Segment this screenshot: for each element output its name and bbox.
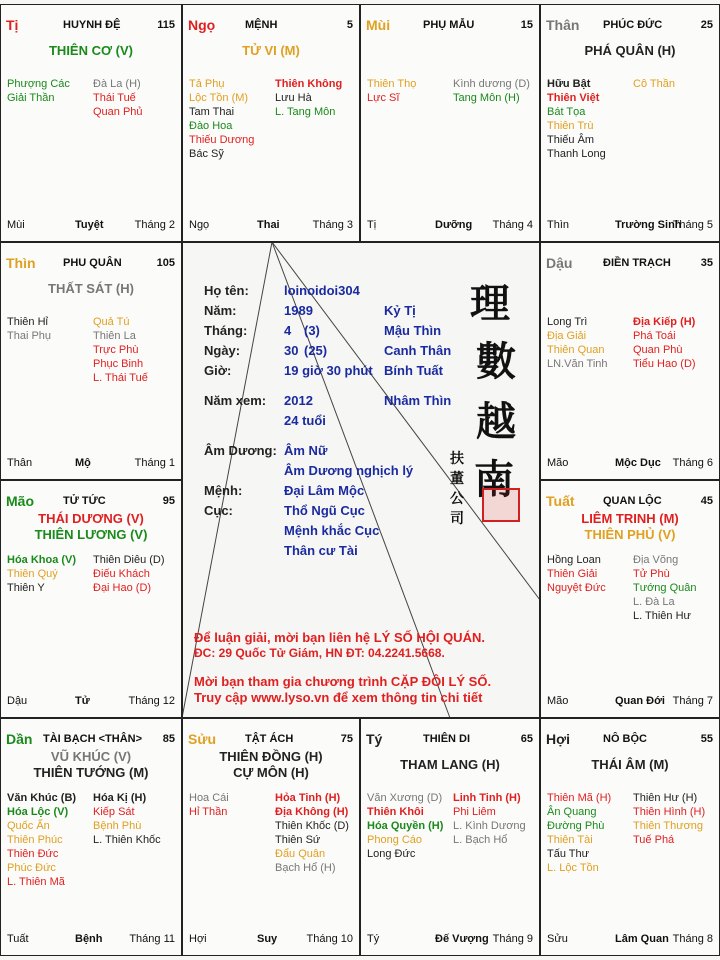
- footer-cycle-stage: Mộ: [75, 457, 91, 469]
- minor-star: Tang Môn (H): [453, 92, 520, 104]
- minor-stars-right: [453, 77, 530, 105]
- minor-star: Giải Thần: [7, 92, 55, 104]
- minor-star: Hóa Quyền (H): [367, 820, 444, 832]
- minor-star: Lực Sĩ: [367, 92, 400, 104]
- main-stars: [1, 281, 181, 297]
- minor-stars-right: [275, 77, 342, 119]
- minor-star: Thiên Quý: [7, 568, 58, 580]
- value-thang-can: Mậu Thìn: [384, 323, 442, 338]
- palace-house-name: THIÊN DI: [423, 733, 471, 745]
- minor-stars-right: [275, 791, 349, 875]
- calligraphy-char-1: 理: [470, 280, 510, 327]
- palace-number: 105: [156, 257, 175, 269]
- calligraphy-char-4: 南: [474, 456, 514, 503]
- footer-month: Tháng 10: [306, 933, 353, 945]
- palace-number: 15: [520, 19, 533, 31]
- minor-star: Thiên Việt: [547, 92, 600, 104]
- minor-star: Hồng Loan: [547, 554, 601, 566]
- minor-star: Thanh Long: [547, 148, 606, 160]
- minor-star: L. Thiên Hư: [633, 610, 691, 622]
- palace-number: 75: [340, 733, 353, 745]
- palace-footer: [7, 933, 175, 947]
- minor-stars-left: [7, 315, 51, 343]
- minor-stars-left: [7, 791, 76, 889]
- minor-star: Đường Phù: [547, 820, 605, 832]
- footer-cycle-stage: Tử: [75, 695, 90, 707]
- message-line-2: ĐC: 29 Quốc Tử Giám, HN ĐT: 04.2241.5668.: [194, 646, 445, 660]
- minor-star: Linh Tinh (H): [453, 792, 521, 804]
- palace-cell-ty: [360, 718, 540, 956]
- label-thang: Tháng:: [204, 323, 248, 338]
- minor-stars-left: [547, 553, 606, 595]
- palace-cell-suu: [182, 718, 360, 956]
- minor-star: Tuế Phá: [633, 834, 675, 846]
- label-am-duong: Âm Dương:: [204, 443, 277, 458]
- palace-house-name: HUYNH ĐỆ: [63, 19, 121, 31]
- footer-branch: Thìn: [547, 219, 570, 231]
- minor-star: Thiên Phúc: [7, 834, 63, 846]
- footer-branch: Tị: [367, 219, 377, 231]
- footer-branch: Ngọ: [189, 219, 210, 231]
- red-seal-stamp: [482, 488, 520, 522]
- minor-star: Đà La (H): [93, 78, 141, 90]
- footer-cycle-stage: Trường Sinh: [615, 219, 682, 231]
- minor-stars-right: [93, 77, 143, 119]
- main-stars: [183, 749, 359, 781]
- palace-footer: [189, 219, 353, 233]
- minor-star: Phá Toái: [633, 330, 676, 342]
- palace-branch: Sửu: [188, 731, 217, 747]
- minor-star: Văn Khúc (B): [7, 792, 77, 804]
- palace-branch: Mùi: [366, 17, 391, 33]
- minor-star: Lộc Tồn (M): [189, 92, 249, 104]
- palace-number: 25: [700, 19, 713, 31]
- palace-number: 5: [346, 19, 353, 31]
- value-thang: 4: [284, 323, 292, 338]
- main-star: THIÊN TƯỚNG (M): [33, 765, 149, 780]
- main-star: THIÊN PHỦ (V): [584, 527, 676, 542]
- calligraphy-side-2: 董: [450, 471, 464, 487]
- minor-stars-right: [633, 553, 697, 623]
- palace-number: 115: [157, 19, 175, 31]
- minor-star: Văn Xương (D): [367, 792, 443, 804]
- minor-star: Ân Quang: [547, 806, 597, 818]
- palace-house-name: PHỤ MẪU: [423, 19, 475, 31]
- footer-month: Tháng 12: [128, 695, 175, 707]
- minor-star: Quan Phủ: [93, 106, 143, 118]
- minor-star: Địa Giải: [547, 330, 587, 342]
- main-star: THIÊN CƠ (V): [48, 43, 134, 58]
- minor-star: LN.Văn Tinh: [547, 358, 608, 370]
- palace-footer: [7, 219, 175, 233]
- palace-branch: Hợi: [546, 731, 570, 747]
- palace-footer: [547, 457, 713, 471]
- minor-star: Thiên Hư (H): [633, 792, 698, 804]
- minor-star: Thiên Giải: [547, 568, 598, 580]
- minor-star: Thiên Hình (H): [633, 806, 706, 818]
- label-nam-xem: Năm xem:: [204, 393, 267, 408]
- minor-stars-left: [189, 77, 254, 161]
- minor-star: Phúc Đức: [7, 862, 56, 874]
- palace-footer: [547, 695, 713, 709]
- palace-cell-mao: [0, 480, 182, 718]
- minor-star: Tả Phụ: [189, 78, 225, 90]
- value-nam: 1989: [284, 303, 313, 318]
- value-gio-can: Bính Tuất: [384, 363, 443, 378]
- palace-cell-ngo: [182, 4, 360, 242]
- minor-star: Long Đức: [367, 848, 416, 860]
- palace-branch: Dậu: [546, 255, 573, 271]
- palace-cell-dan: [0, 718, 182, 956]
- minor-star: Phong Cáo: [367, 834, 423, 846]
- main-star: TỬ VI (M): [242, 43, 300, 58]
- palace-footer: [189, 933, 353, 947]
- main-star: PHÁ QUÂN (H): [584, 43, 676, 58]
- palace-number: 95: [162, 495, 175, 507]
- palace-number: 85: [162, 733, 175, 745]
- value-thang-am: (3): [304, 323, 320, 338]
- minor-star: Lưu Hà: [275, 92, 312, 104]
- minor-star: L. Kình Dương: [453, 820, 526, 832]
- footer-branch: Thân: [7, 457, 33, 469]
- footer-cycle-stage: Dưỡng: [435, 219, 473, 231]
- minor-stars-left: [367, 77, 416, 105]
- minor-star: Thiên Hỉ: [7, 316, 48, 328]
- palace-footer: [7, 457, 175, 471]
- palace-branch: Thân: [546, 17, 580, 33]
- minor-star: Nguyệt Đức: [547, 582, 606, 594]
- minor-star: L. Thái Tuế: [93, 372, 148, 384]
- footer-month: Tháng 1: [134, 457, 175, 469]
- palace-cell-than1: [540, 4, 720, 242]
- footer-month: Tháng 7: [672, 695, 713, 707]
- minor-star: Thiên Trù: [547, 120, 594, 132]
- palace-branch: Mão: [6, 493, 34, 509]
- footer-month: Tháng 4: [492, 219, 533, 231]
- value-nam-xem-can: Nhâm Thìn: [384, 393, 452, 408]
- palace-house-name: TỬ TỨC: [63, 495, 106, 507]
- message-line-4: Truy cập www.lyso.vn để xem thông tin chi tiết: [194, 690, 483, 705]
- minor-stars-left: [547, 791, 611, 875]
- value-ho-ten: loinoidoi304: [284, 283, 360, 298]
- minor-stars-left: [189, 791, 229, 819]
- palace-branch: Dần: [6, 731, 33, 747]
- palace-cell-thin: [0, 242, 182, 480]
- value-cuc-3: Thân cư Tài: [284, 543, 358, 558]
- minor-stars-left: [547, 315, 608, 371]
- calligraphy-side-1: 扶: [450, 451, 464, 467]
- minor-stars-right: [633, 77, 675, 91]
- minor-star: Thiên Không: [275, 78, 343, 90]
- minor-star: Hóa Lộc (V): [7, 806, 69, 818]
- footer-cycle-stage: Lâm Quan: [615, 933, 669, 945]
- label-menh: Mệnh:: [204, 483, 243, 498]
- footer-cycle-stage: Đế Vượng: [435, 933, 489, 945]
- minor-star: Địa Không (H): [275, 806, 349, 818]
- main-stars: [1, 43, 181, 59]
- minor-star: Thiên Thương: [633, 820, 704, 832]
- minor-star: Phượng Các: [7, 78, 70, 90]
- minor-stars-left: [7, 77, 70, 105]
- palace-number: 35: [700, 257, 713, 269]
- value-am-duong: Âm Nữ: [284, 443, 328, 458]
- palace-house-name: TÀI BẠCH <THÂN>: [43, 733, 143, 745]
- minor-star: Thái Tuế: [93, 92, 136, 104]
- footer-branch: Hợi: [189, 933, 207, 945]
- minor-stars-right: [93, 315, 148, 385]
- minor-star: L. Tang Môn: [275, 106, 336, 118]
- main-stars: [541, 43, 719, 59]
- minor-star: Kiếp Sát: [93, 806, 135, 818]
- main-star: THÁI ÂM (M): [591, 757, 669, 772]
- footer-branch: Sửu: [547, 933, 568, 945]
- minor-star: Bác Sỹ: [189, 148, 224, 160]
- calligraphy-char-3: 越: [476, 398, 516, 445]
- palace-footer: [367, 933, 533, 947]
- minor-star: Hỉ Thần: [189, 806, 228, 818]
- palace-branch: Tuất: [546, 493, 575, 509]
- main-stars: [1, 511, 181, 543]
- minor-star: Phục Binh: [93, 358, 144, 370]
- minor-star: Quả Tú: [93, 316, 130, 328]
- palace-house-name: ĐIỀN TRẠCH: [603, 257, 671, 269]
- value-am-duong-2: Âm Dương nghịch lý: [284, 463, 414, 478]
- main-stars: [1, 749, 181, 781]
- minor-star: Đào Hoa: [189, 120, 233, 132]
- main-star: THIÊN LƯƠNG (V): [34, 527, 148, 542]
- footer-month: Tháng 6: [672, 457, 713, 469]
- minor-stars-left: [367, 791, 443, 861]
- minor-stars-left: [7, 553, 76, 595]
- minor-star: Điếu Khách: [93, 568, 150, 580]
- main-stars: [183, 43, 359, 59]
- palace-branch: Tý: [366, 731, 383, 747]
- palace-cell-hoi: [540, 718, 720, 956]
- calligraphy-side-4: 司: [450, 511, 464, 527]
- minor-star: Bát Tọa: [547, 106, 586, 118]
- minor-star: Hóa Khoa (V): [7, 554, 77, 566]
- minor-stars-left: [547, 77, 606, 161]
- value-cuc-2: Mệnh khắc Cục: [284, 523, 380, 538]
- minor-star: Đẩu Quân: [275, 848, 326, 860]
- minor-stars-right: [93, 553, 165, 595]
- footer-month: Tháng 5: [672, 219, 713, 231]
- minor-star: Kình dương (D): [453, 78, 530, 90]
- minor-star: Đại Hao (D): [93, 582, 152, 594]
- minor-star: Quốc Ấn: [7, 820, 50, 832]
- minor-star: Quan Phù: [633, 344, 683, 356]
- minor-star: Thiên Khôi: [367, 806, 424, 818]
- palace-number: 65: [520, 733, 533, 745]
- main-stars: [361, 757, 539, 773]
- label-ngay: Ngày:: [204, 343, 241, 358]
- minor-star: Thiên Đức: [7, 848, 59, 860]
- main-star: THẤT SÁT (H): [48, 281, 134, 296]
- palace-footer: [367, 219, 533, 233]
- value-ngay-am: (25): [304, 343, 328, 358]
- footer-branch: Tuất: [7, 933, 29, 945]
- minor-star: Thiên Y: [7, 582, 45, 594]
- minor-star: Thai Phụ: [7, 330, 52, 342]
- minor-star: Thiên Tài: [547, 834, 593, 846]
- minor-star: Trực Phù: [93, 344, 139, 356]
- minor-star: Tiểu Hao (D): [633, 358, 696, 370]
- palace-house-name: QUAN LỘC: [603, 495, 662, 507]
- label-nam: Năm:: [204, 303, 237, 318]
- minor-star: Thiếu Dương: [189, 134, 255, 146]
- palace-cell-dau: [540, 242, 720, 480]
- footer-branch: Mão: [547, 695, 569, 707]
- main-star: THAM LANG (H): [400, 757, 500, 772]
- palace-footer: [547, 933, 713, 947]
- footer-month: Tháng 11: [129, 933, 175, 945]
- minor-star: Thiên Khốc (D): [275, 820, 349, 832]
- main-star: THIÊN ĐỒNG (H): [219, 749, 323, 764]
- minor-star: Long Trì: [547, 316, 588, 328]
- footer-month: Tháng 3: [312, 219, 353, 231]
- palace-cell-tuat: [540, 480, 720, 718]
- main-star: THÁI DƯƠNG (V): [38, 511, 144, 526]
- value-menh: Đại Lâm Mộc: [284, 483, 365, 498]
- palace-house-name: MỆNH: [245, 19, 278, 31]
- footer-month: Tháng 2: [134, 219, 175, 231]
- main-star: VŨ KHÚC (V): [50, 749, 132, 764]
- minor-star: Hoa Cái: [189, 792, 229, 804]
- minor-star: Thiên La: [93, 330, 136, 342]
- footer-cycle-stage: Tuyệt: [75, 219, 104, 231]
- minor-star: L. Thiên Mã: [7, 876, 65, 888]
- minor-star: L. Thiên Khốc: [93, 834, 161, 846]
- main-stars: [541, 757, 719, 773]
- palace-house-name: NÔ BỘC: [603, 733, 647, 745]
- footer-branch: Dậu: [7, 695, 28, 707]
- minor-star: Thiên Mã (H): [547, 792, 612, 804]
- footer-cycle-stage: Suy: [257, 933, 278, 945]
- label-cuc: Cục:: [204, 503, 233, 518]
- minor-star: Hỏa Tinh (H): [275, 792, 341, 804]
- value-cuc: Thổ Ngũ Cục: [284, 503, 365, 518]
- value-nam-xem: 2012: [284, 393, 313, 408]
- minor-star: Địa Kiếp (H): [633, 316, 696, 328]
- minor-star: Tử Phù: [633, 568, 670, 580]
- footer-branch: Mùi: [7, 219, 25, 231]
- value-nam-can: Kỷ Tị: [384, 303, 416, 318]
- value-tuoi: 24 tuổi: [284, 413, 326, 428]
- footer-cycle-stage: Quan Đới: [615, 695, 665, 707]
- main-star: LIÊM TRINH (M): [581, 511, 679, 526]
- palace-footer: [7, 695, 175, 709]
- footer-cycle-stage: Bệnh: [75, 933, 103, 945]
- minor-star: Tướng Quân: [633, 582, 697, 594]
- message-line-1: Để luận giải, mời bạn liên hệ LÝ SỐ HỘI QUÁN.: [194, 630, 485, 645]
- palace-footer: [547, 219, 713, 233]
- footer-branch: Tý: [367, 933, 380, 945]
- palace-number: 45: [700, 495, 713, 507]
- main-star: CỰ MÔN (H): [233, 765, 309, 780]
- value-ngay: 30: [284, 343, 299, 358]
- minor-stars-right: [453, 791, 526, 847]
- palace-cell-mui: [360, 4, 540, 242]
- minor-star: Cô Thần: [633, 78, 675, 90]
- calligraphy-char-2: 數: [476, 338, 516, 385]
- minor-stars-right: [633, 315, 696, 371]
- value-gio: 19 giờ 30 phút: [284, 363, 373, 378]
- minor-stars-right: [633, 791, 705, 847]
- minor-star: L. Lộc Tồn: [547, 862, 599, 874]
- label-gio: Giờ:: [204, 363, 232, 378]
- footer-cycle-stage: Thai: [257, 219, 280, 231]
- minor-star: L. Đà La: [633, 596, 675, 608]
- minor-star: Phi Liêm: [453, 806, 496, 818]
- minor-star: Tam Thai: [189, 106, 235, 118]
- palace-branch: Thìn: [6, 255, 36, 271]
- minor-star: Hóa Kị (H): [93, 792, 147, 804]
- main-stars: [541, 511, 719, 543]
- minor-star: Bệnh Phù: [93, 820, 142, 832]
- label-ho-ten: Họ tên:: [204, 283, 249, 298]
- palace-house-name: TẬT ÁCH: [245, 733, 294, 745]
- palace-number: 55: [700, 733, 713, 745]
- footer-branch: Mão: [547, 457, 569, 469]
- minor-star: Hữu Bật: [547, 78, 591, 90]
- footer-month: Tháng 9: [492, 933, 533, 945]
- palace-branch: Ngọ: [188, 17, 216, 33]
- calligraphy-side-3: 公: [450, 491, 464, 507]
- minor-star: L. Bạch Hổ: [453, 834, 508, 846]
- palace-house-name: PHÚC ĐỨC: [603, 19, 663, 31]
- palace-branch: Tị: [6, 17, 19, 33]
- minor-star: Bạch Hổ (H): [275, 862, 336, 874]
- footer-month: Tháng 8: [672, 933, 713, 945]
- minor-star: Tấu Thư: [547, 848, 590, 860]
- footer-cycle-stage: Mộc Dục: [615, 457, 661, 469]
- minor-star: Thiên Diêu (D): [93, 554, 165, 566]
- minor-star: Thiếu Âm: [547, 134, 595, 146]
- palace-house-name: PHU QUÂN: [63, 257, 122, 269]
- minor-star: Địa Võng: [633, 554, 679, 566]
- info-row-name: [204, 283, 249, 298]
- minor-star: Thiên Quan: [547, 344, 605, 356]
- value-ngay-can: Canh Thân: [384, 343, 452, 358]
- minor-stars-right: [93, 791, 161, 847]
- minor-star: Thiên Thọ: [367, 78, 417, 90]
- message-line-3: Mời bạn tham gia chương trình CẶP ĐÔI LÝ SỐ.: [194, 674, 492, 689]
- palace-cell-ti: [0, 4, 182, 242]
- minor-star: Thiên Sứ: [275, 834, 321, 846]
